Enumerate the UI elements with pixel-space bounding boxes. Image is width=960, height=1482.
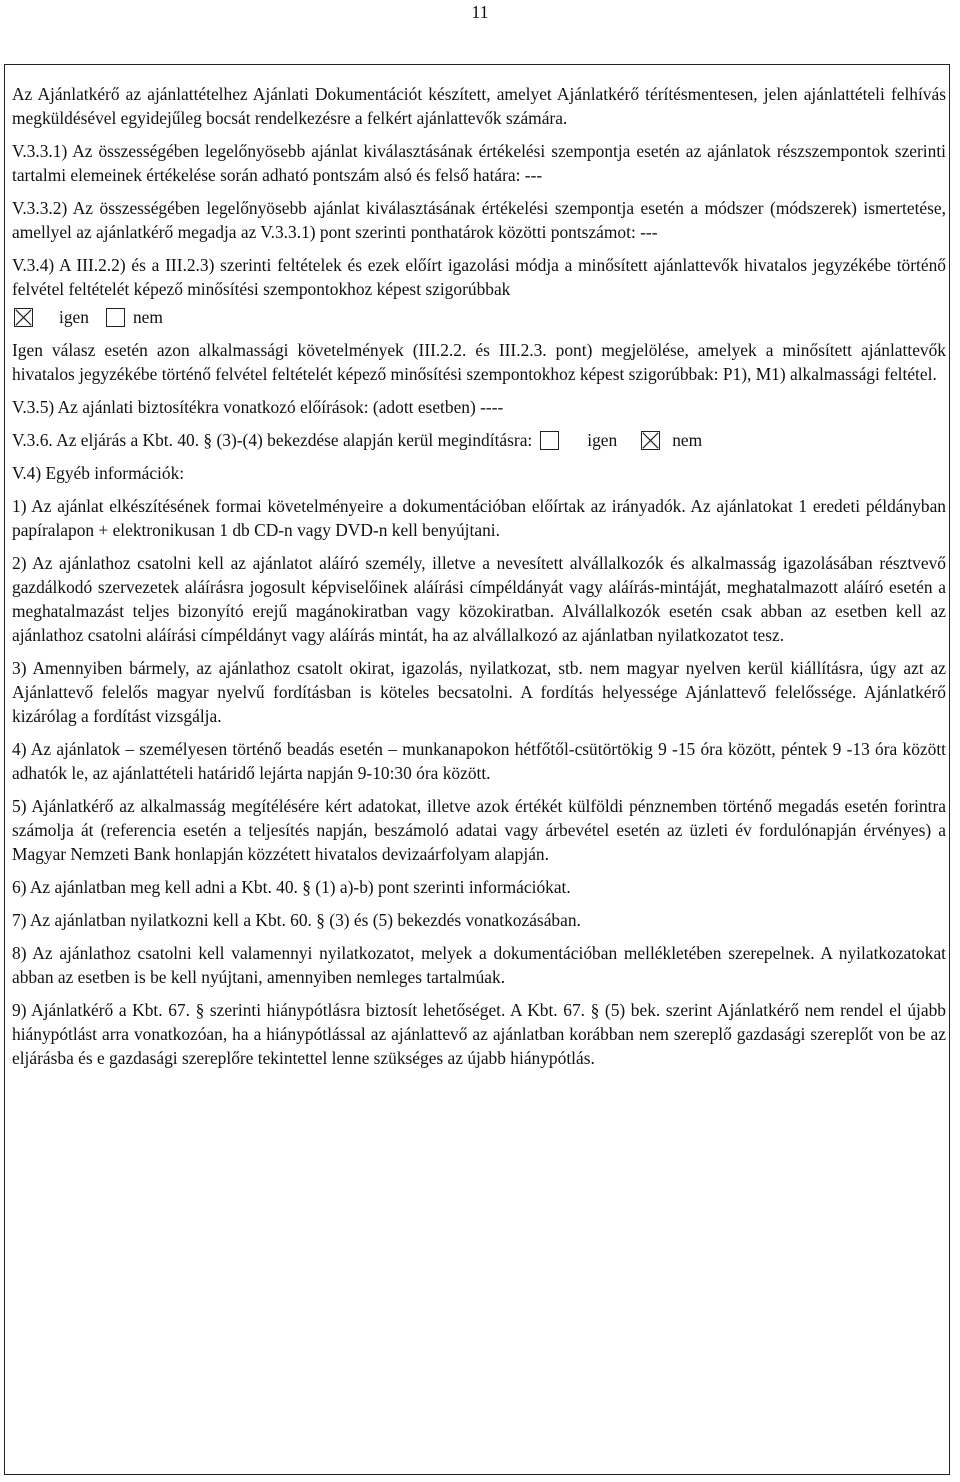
cross-mark-icon: [642, 432, 659, 449]
info-item-2: 2) Az ajánlathoz csatolni kell az ajánlatot aláíró személy, illetve a nevesített alvállalkozók és alkalmasság igazolásában résztvevő gazdálkodó szervezetek aláírásra jogosult képviselőinek aláírási címpéldányát vagy aláírás-mintáját, meghatalmazott aláíró esetén a meghatalmazást teljes bizonyító erejű magánokiratban vagy közokiratban. Alvállalkozók esetén csak abban az esetben kell az ajánlathoz csatolni aláírási címpéldányt vagy aláírás mintát, ha az alvállalkozó az ajánlatban nyilatkozatot tesz.: [12, 553, 946, 645]
v36-choice-row: [12, 428, 946, 452]
info-item-4: 4) Az ajánlatok – személyesen történő beadás esetén – munkanapokon hétfőtől-csütörtökig 9 -15 óra között, péntek 9 -13 óra között adhatók le, az ajánlattételi határidő lejárta napján 9-10:30 óra között.: [12, 739, 946, 783]
info-item-5: 5) Ajánlatkérő az alkalmasság megítélésére kért adatokat, illetve azok értékét külföldi pénznemben történő megadás esetén forintra számolja át (referencia esetén a teljesítés napján, beszámoló adatai vagy árbevétel esetén az üzleti év fordulónapján érvényes) a Magyar Nemzeti Bank honlapján közzétett hivatalos devizaárfolyam alapján.: [12, 796, 946, 864]
v36-igen-label: igen: [587, 430, 618, 450]
v34-nem-checkbox[interactable]: [106, 308, 125, 327]
section-v332: V.3.3.2) Az összességében legelőnyösebb ajánlat kiválasztásának értékelési szempontja esetén a módszer (módszerek) ismertetése, amellyel az ajánlatkérő megadja az V.3.3.1) pont szerinti ponthatárok közötti pontszámot: ---: [12, 198, 946, 242]
info-item-9: 9) Ajánlatkérő a Kbt. 67. § szerinti hiánypótlásra biztosít lehetőséget. A Kbt. 67. § (5) bek. szerint Ajánlatkérő nem rendel el újabb hiánypótlást arra vonatkozóan, ha a hiánypótlással az ajánlattevő az ajánlatban korábban nem szereplő gazdasági szereplőt von be az eljárásba és e gazdasági szereplőre tekintettel lenne szükséges az újabb hiánypótlás.: [12, 1000, 946, 1068]
info-item-7: 7) Az ajánlatban nyilatkozni kell a Kbt. 60. § (3) és (5) bekezdés vonatkozásában.: [12, 910, 581, 930]
intro-paragraph: Az Ajánlatkérő az ajánlattételhez Ajánlati Dokumentációt készített, amelyet Ajánlatkérő térítésmentesen, jelen ajánlattételi felhívás megküldésével egyidejűleg bocsát rendelkezésre a felkért ajánlattevők számára.: [12, 84, 946, 128]
section-v34: V.3.4) A III.2.2) és a III.2.3) szerinti feltételek és ezek előírt igazolási módja a minősített ajánlattevők hivatalos jegyzékébe történő felvétel feltételét képező minősítési szempontokhoz képest szigorúbbak: [12, 255, 946, 299]
info-item-1: 1) Az ajánlat elkészítésének formai követelményeire a dokumentációban előírtak az irányadók. Az ajánlatokat 1 eredeti példányban papíralapon + elektronikusan 1 db CD-n vagy DVD-n kell benyújtani.: [12, 496, 946, 540]
info-item-8: 8) Az ajánlathoz csatolni kell valamennyi nyilatkozatot, melyek a dokumentációban mellékletében szerepelnek. A nyilatkozatokat abban az esetben is be kell nyújtani, amennyiben nemleges tartalmúak.: [12, 943, 946, 987]
section-v36: V.3.6. Az eljárás a Kbt. 40. § (3)-(4) bekezdése alapján kerül megindításra:: [12, 430, 533, 450]
section-v331: V.3.3.1) Az összességében legelőnyösebb ajánlat kiválasztásának értékelési szempontja esetén az ajánlatok részszempontok szerinti tartalmi elemeinek értékelése során adható pontszám alsó és felső határa: ---: [12, 141, 946, 185]
document-body: [12, 82, 946, 1079]
v34-igen-label: igen: [59, 307, 89, 327]
v36-nem-label: nem: [672, 430, 703, 450]
igen-valasz-paragraph: Igen válasz esetén azon alkalmassági követelmények (III.2.2. és III.2.3. pont) megjelölése, amelyek a minősített ajánlattevők hivatalos jegyzékébe történő felvétel feltételét képező minősítési szempontokhoz képest szigorúbbak: P1), M1) alkalmassági feltétel.: [12, 340, 946, 384]
info-item-3: 3) Amennyiben bármely, az ajánlathoz csatolt okirat, igazolás, nyilatkozat, stb. nem magyar nyelven kerül kiállításra, úgy azt az Ajánlattevő felelős magyar nyelvű fordításban is köteles becsatolni. A fordítás helyessége Ajánlattevő felelőssége. Ajánlatkérő kizárólag a fordítást vizsgálja.: [12, 658, 946, 726]
section-v35: V.3.5) Az ajánlati biztosítékra vonatkozó előírások: (adott esetben) ----: [12, 397, 504, 417]
v36-nem-checkbox[interactable]: [641, 431, 660, 450]
v34-choice-row: [12, 305, 946, 329]
info-item-6: 6) Az ajánlatban meg kell adni a Kbt. 40. § (1) a)-b) pont szerinti információkat.: [12, 877, 571, 897]
v34-nem-label: nem: [132, 307, 163, 327]
page-number: 11: [471, 2, 489, 22]
section-v4-heading: V.4) Egyéb információk:: [12, 463, 185, 483]
cross-mark-icon: [15, 309, 32, 326]
v34-igen-checkbox[interactable]: [14, 308, 33, 327]
v36-igen-checkbox[interactable]: [540, 431, 559, 450]
